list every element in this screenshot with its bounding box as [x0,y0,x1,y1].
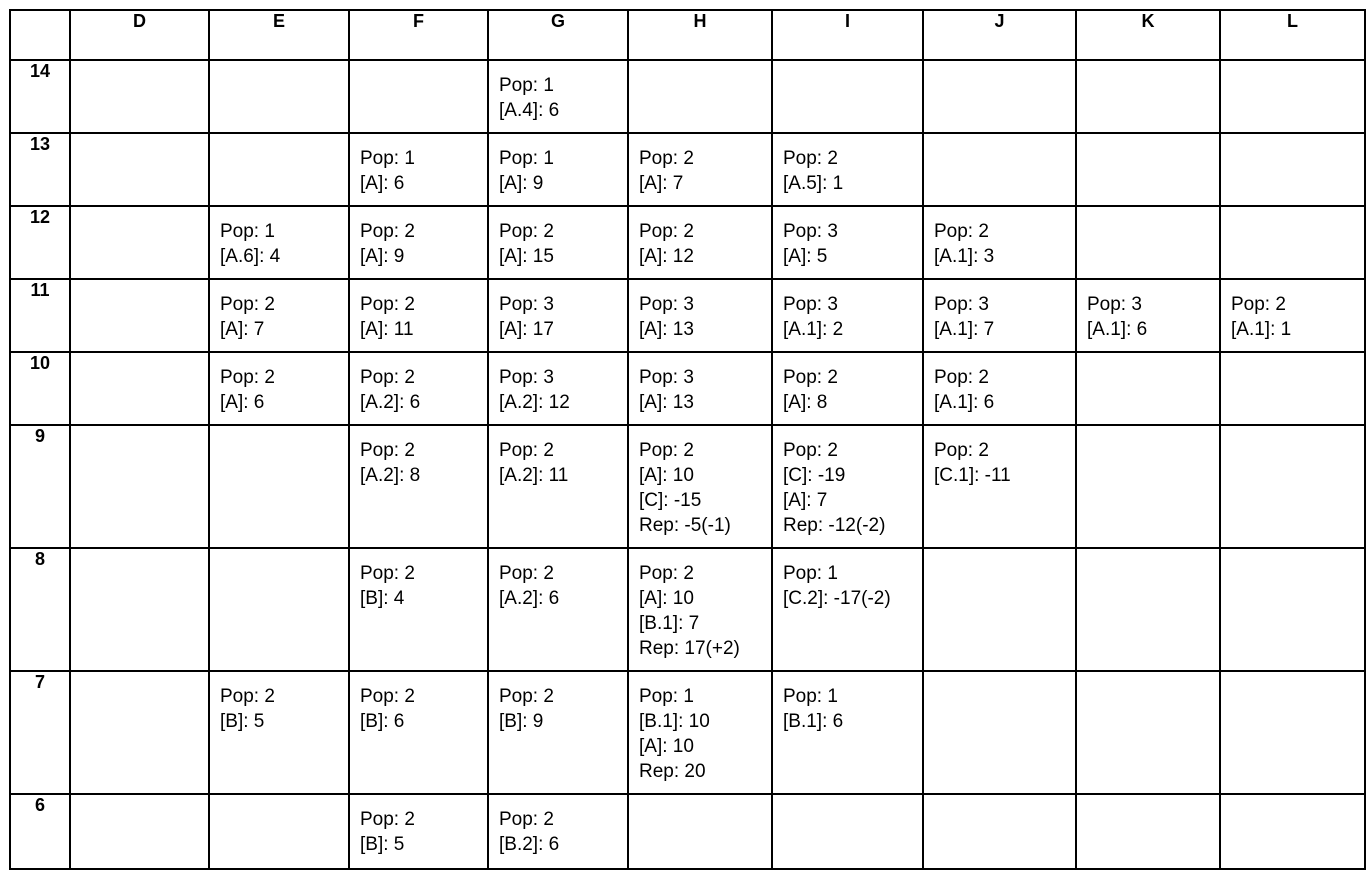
cell-content [210,672,348,734]
grid-cell[interactable] [349,352,488,425]
cell-line: [A]: 5 [783,246,828,267]
row-header: 7 [10,671,70,794]
grid-cell[interactable] [488,548,628,671]
cell-content [1221,61,1364,73]
grid-cell[interactable] [209,548,349,671]
cell-content [773,795,922,807]
grid-cell[interactable] [209,671,349,794]
cell-content [629,672,771,784]
cell-line: [A.1]: 6 [934,392,995,413]
grid-cell[interactable] [772,133,923,206]
cell-content [773,61,922,73]
cell-content [1221,353,1364,365]
cell-line: [A]: 6 [360,173,405,194]
cell-content [924,353,1075,415]
grid-cell[interactable] [1076,60,1220,133]
cell-content [629,353,771,415]
grid-cell[interactable] [628,206,772,279]
cell-content [629,426,771,538]
cell-content [350,672,487,734]
cell-content [489,353,627,415]
cell-line: Pop: 1 [783,686,838,707]
cell-content [71,207,208,219]
grid-cell[interactable] [772,671,923,794]
cell-content [350,353,487,415]
cell-content [1221,426,1364,438]
grid-cell[interactable] [488,671,628,794]
table-row [10,794,1365,869]
row-header: 13 [10,133,70,206]
cell-line: Pop: 3 [934,294,989,315]
cell-content [71,134,208,146]
cell-line: [A]: 10 [639,736,694,757]
grid-cell[interactable] [1220,206,1365,279]
cell-line: Pop: 2 [934,440,989,461]
cell-content [1077,280,1219,342]
cell-line: [A]: 12 [639,246,694,267]
cell-content [210,134,348,146]
cell-line: Pop: 2 [360,367,415,388]
cell-content [350,61,487,73]
cell-content [71,280,208,292]
cell-line: [B]: 5 [220,711,265,732]
cell-content [210,61,348,73]
grid-cell[interactable] [209,133,349,206]
cell-line: [A.2]: 8 [360,465,421,486]
grid-cell[interactable] [923,279,1076,352]
cell-content [924,134,1075,146]
grid-cell[interactable] [628,425,772,548]
column-header-h: H [628,10,772,60]
cell-line: Pop: 1 [639,686,694,707]
grid-cell[interactable] [628,548,772,671]
column-header-g: G [488,10,628,60]
grid-cell[interactable] [1076,671,1220,794]
cell-content [71,795,208,807]
cell-content [1077,134,1219,146]
grid-cell[interactable] [1220,671,1365,794]
cell-line: [B.1]: 6 [783,711,844,732]
cell-line: [A]: 10 [639,465,694,486]
cell-line: [B.1]: 10 [639,711,710,732]
cell-line: [C.1]: -11 [934,465,1011,486]
cell-content [210,549,348,561]
cell-content [924,795,1075,807]
cell-line: Rep: -5(-1) [639,515,731,536]
cell-content [350,549,487,611]
grid-cell[interactable] [628,279,772,352]
grid-cell[interactable] [628,352,772,425]
grid-cell[interactable] [1220,352,1365,425]
grid-cell[interactable] [1076,425,1220,548]
grid-cell[interactable] [349,133,488,206]
cell-line: Pop: 2 [783,440,838,461]
grid-cell[interactable] [70,279,209,352]
cell-content [210,280,348,342]
cell-content [71,61,208,73]
cell-line: Pop: 2 [360,686,415,707]
cell-line: Pop: 3 [639,294,694,315]
cell-line: Pop: 1 [220,221,275,242]
grid-cell[interactable] [1076,548,1220,671]
cell-content [1077,61,1219,73]
cell-line: [A.5]: 1 [783,173,844,194]
grid-cell[interactable] [923,206,1076,279]
cell-content [629,795,771,807]
cell-content [924,426,1075,488]
cell-line: [A.1]: 2 [783,319,844,340]
grid-cell[interactable] [70,133,209,206]
cell-line: Pop: 2 [639,221,694,242]
cell-line: Pop: 2 [360,809,415,830]
cell-line: [B]: 4 [360,588,405,609]
grid-cell[interactable] [1220,425,1365,548]
cell-line: Pop: 3 [639,367,694,388]
grid-cell[interactable] [70,794,209,869]
column-header-d: D [70,10,209,60]
cell-line: Pop: 2 [360,294,415,315]
grid-cell[interactable] [923,60,1076,133]
header-row [10,10,1365,60]
grid-cell[interactable] [209,279,349,352]
cell-line: [A]: 9 [360,246,405,267]
grid-cell[interactable] [488,206,628,279]
cell-content [210,426,348,438]
cell-content [1221,549,1364,561]
cell-line: [A]: 10 [639,588,694,609]
grid-cell[interactable] [1220,60,1365,133]
grid-cell[interactable] [349,206,488,279]
cell-line: [A.6]: 4 [220,246,281,267]
grid-cell[interactable] [772,60,923,133]
cell-content [210,795,348,807]
cell-content [924,549,1075,561]
grid-cell[interactable] [488,133,628,206]
cell-content [1221,280,1364,342]
cell-line: Pop: 1 [360,148,415,169]
cell-line: [A]: 11 [360,319,414,340]
cell-content [71,549,208,561]
cell-line: Pop: 3 [499,294,554,315]
cell-content [629,207,771,269]
cell-line: Pop: 2 [220,294,275,315]
grid-cell[interactable] [772,352,923,425]
grid-cell[interactable] [488,425,628,548]
cell-content [350,426,487,488]
table-row [10,425,1365,548]
table-row [10,352,1365,425]
cell-line: [B]: 6 [360,711,405,732]
cell-line: [B.2]: 6 [499,834,560,855]
cell-line: Pop: 2 [360,563,415,584]
cell-content [489,795,627,857]
cell-line: [A.1]: 6 [1087,319,1148,340]
grid-cell[interactable] [772,206,923,279]
grid-cell[interactable] [923,671,1076,794]
cell-line: Pop: 2 [783,367,838,388]
cell-line: [A.1]: 1 [1231,319,1292,340]
grid-cell[interactable] [1076,279,1220,352]
grid-cell[interactable] [349,60,488,133]
cell-content [489,61,627,123]
grid-cell[interactable] [628,60,772,133]
cell-line: Rep: 20 [639,761,706,782]
cell-line: [A.2]: 6 [360,392,421,413]
cell-content [489,134,627,196]
cell-line: [A]: 13 [639,392,694,413]
cell-line: Pop: 2 [639,440,694,461]
cell-line: Pop: 2 [934,367,989,388]
cell-line: Pop: 2 [934,221,989,242]
cell-content [489,207,627,269]
cell-line: [C]: -15 [639,490,702,511]
cell-line: Pop: 2 [1231,294,1286,315]
cell-line: Pop: 2 [639,148,694,169]
cell-content [489,672,627,734]
cell-content [629,549,771,661]
cell-content [773,426,922,538]
grid-cell[interactable] [1220,133,1365,206]
cell-line: Pop: 2 [499,440,554,461]
grid-cell[interactable] [209,60,349,133]
cell-content [1077,549,1219,561]
column-header-j: J [923,10,1076,60]
cell-content [924,672,1075,684]
cell-line: Pop: 3 [783,294,838,315]
row-header: 10 [10,352,70,425]
cell-content [489,426,627,488]
column-header-e: E [209,10,349,60]
column-header-k: K [1076,10,1220,60]
grid-cell[interactable] [1076,794,1220,869]
row-header: 11 [10,279,70,352]
table-row [10,671,1365,794]
cell-content [924,280,1075,342]
grid-cell[interactable] [70,425,209,548]
cell-content [1077,353,1219,365]
grid-cell[interactable] [70,671,209,794]
column-header-l: L [1220,10,1365,60]
cell-content [71,353,208,365]
cell-content [1221,134,1364,146]
cell-line: Pop: 1 [499,148,554,169]
grid-cell[interactable] [772,425,923,548]
grid-cell[interactable] [349,548,488,671]
grid-cell[interactable] [628,794,772,869]
cell-content [773,353,922,415]
grid-cell[interactable] [70,60,209,133]
cell-content [350,280,487,342]
cell-line: Pop: 2 [499,809,554,830]
grid-cell[interactable] [488,60,628,133]
cell-line: [A.4]: 6 [499,100,560,121]
grid-cell[interactable] [349,279,488,352]
cell-line: Pop: 3 [1087,294,1142,315]
cell-line: [A]: 6 [220,392,265,413]
cell-line: [A.1]: 7 [934,319,995,340]
cell-line: Pop: 2 [220,686,275,707]
grid-cell[interactable] [628,671,772,794]
row-header: 8 [10,548,70,671]
grid-cell[interactable] [923,794,1076,869]
column-header-f: F [349,10,488,60]
grid-cell[interactable] [923,548,1076,671]
cell-content [489,280,627,342]
grid-cell[interactable] [1220,794,1365,869]
cell-content [210,353,348,415]
cell-content [629,61,771,73]
grid-cell[interactable] [209,794,349,869]
grid-cell[interactable] [1220,548,1365,671]
grid-cell[interactable] [349,794,488,869]
cell-line: Pop: 2 [360,440,415,461]
cell-line: [A]: 7 [220,319,265,340]
cell-line: Rep: 17(+2) [639,638,740,659]
cell-content [773,280,922,342]
grid-cell[interactable] [70,352,209,425]
cell-content [71,672,208,684]
cell-content [489,549,627,611]
grid-cell[interactable] [923,352,1076,425]
grid-cell[interactable] [923,133,1076,206]
cell-content [1221,207,1364,219]
grid-cell[interactable] [772,279,923,352]
cell-line: Pop: 2 [499,221,554,242]
cell-content [210,207,348,269]
cell-content [924,207,1075,269]
grid-cell[interactable] [772,794,923,869]
cell-line: Pop: 3 [783,221,838,242]
cell-content [350,795,487,857]
cell-line: [A.2]: 11 [499,465,569,486]
row-header: 14 [10,60,70,133]
cell-content [350,134,487,196]
grid-cell[interactable] [488,794,628,869]
grid-cell[interactable] [70,548,209,671]
cell-line: [B.1]: 7 [639,613,700,634]
grid-cell[interactable] [488,352,628,425]
cell-line: Pop: 2 [499,563,554,584]
cell-content [1221,795,1364,807]
column-header-corner [10,10,70,60]
cell-content [773,549,922,611]
cell-line: Pop: 2 [783,148,838,169]
cell-content [629,134,771,196]
table-row [10,60,1365,133]
cell-content [773,134,922,196]
cell-line: [C]: -19 [783,465,846,486]
grid-cell[interactable] [1076,206,1220,279]
cell-line: [A]: 7 [783,490,828,511]
cell-line: Pop: 2 [360,221,415,242]
cell-content [773,207,922,269]
column-header-i: I [772,10,923,60]
table-row [10,133,1365,206]
grid-cell[interactable] [209,352,349,425]
cell-content [1077,672,1219,684]
grid-cell[interactable] [209,206,349,279]
cell-content [773,672,922,734]
cell-line: [A.2]: 12 [499,392,570,413]
cell-line: Pop: 2 [499,686,554,707]
cell-content [629,280,771,342]
cell-line: Pop: 1 [783,563,838,584]
grid-cell[interactable] [488,279,628,352]
grid-cell[interactable] [923,425,1076,548]
grid-cell[interactable] [772,548,923,671]
cell-content [924,61,1075,73]
cell-line: [A]: 9 [499,173,544,194]
cell-line: Pop: 1 [499,75,554,96]
cell-line: [A]: 17 [499,319,554,340]
cell-line: [A]: 8 [783,392,828,413]
cell-line: Pop: 3 [499,367,554,388]
grid-cell[interactable] [1220,279,1365,352]
grid-cell[interactable] [628,133,772,206]
grid-cell[interactable] [70,206,209,279]
cell-line: [A]: 15 [499,246,554,267]
grid-cell[interactable] [1076,133,1220,206]
grid-cell[interactable] [349,671,488,794]
cell-line: [B]: 9 [499,711,544,732]
cell-line: [A]: 13 [639,319,694,340]
cell-content [1221,672,1364,684]
cell-content [1077,426,1219,438]
cell-line: [A.2]: 6 [499,588,560,609]
grid-table [9,9,1366,870]
cell-line: Pop: 2 [220,367,275,388]
cell-content [350,207,487,269]
row-header: 12 [10,206,70,279]
cell-content [1077,795,1219,807]
cell-content [71,426,208,438]
cell-line: [B]: 5 [360,834,405,855]
grid-cell[interactable] [349,425,488,548]
row-header: 6 [10,794,70,869]
cell-line: [C.2]: -17(-2) [783,588,891,609]
cell-line: Rep: -12(-2) [783,515,886,536]
cell-line: Pop: 2 [639,563,694,584]
grid-cell[interactable] [209,425,349,548]
grid-cell[interactable] [1076,352,1220,425]
cell-line: [A.1]: 3 [934,246,995,267]
table-row [10,279,1365,352]
row-header: 9 [10,425,70,548]
table-row [10,548,1365,671]
table-row [10,206,1365,279]
cell-content [1077,207,1219,219]
cell-line: [A]: 7 [639,173,684,194]
